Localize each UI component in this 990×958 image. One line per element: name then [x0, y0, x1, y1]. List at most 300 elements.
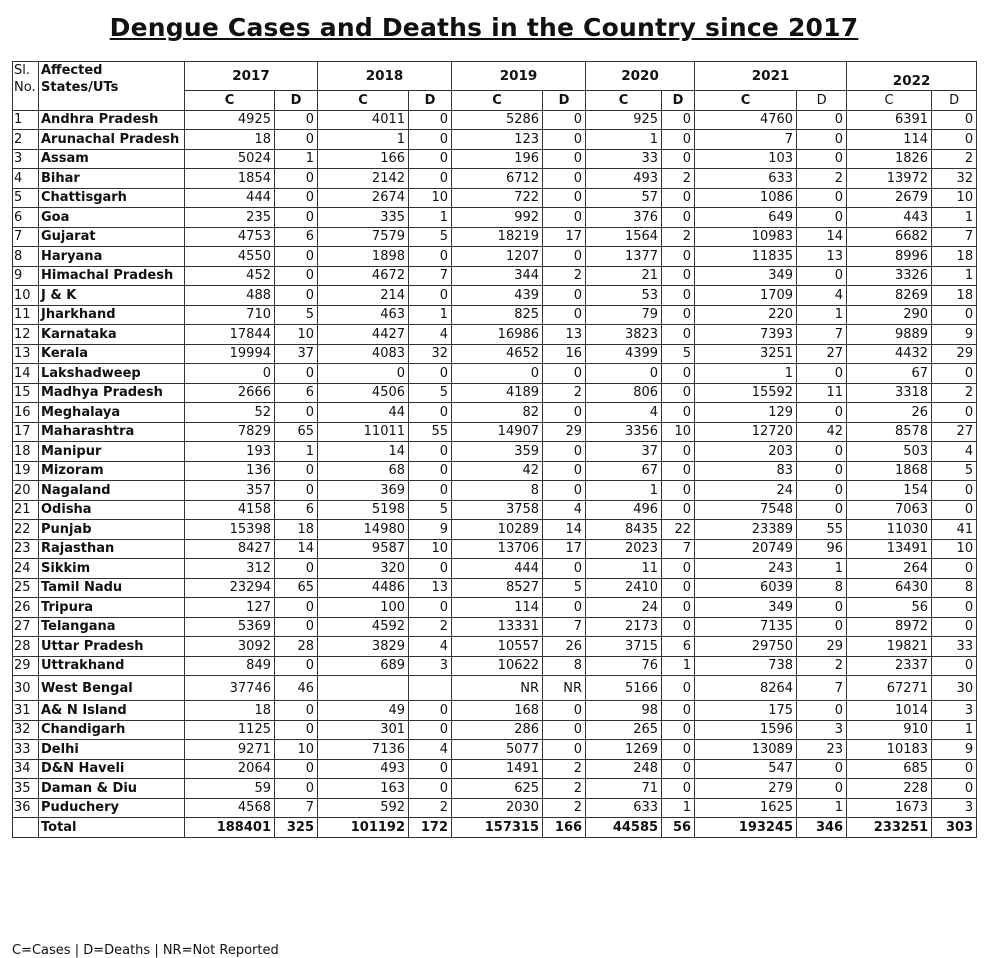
cases-cell: 4427: [318, 325, 409, 345]
deaths-cell: 9: [932, 740, 977, 760]
row-state-name: Kerala: [39, 344, 185, 364]
deaths-cell: 0: [275, 701, 318, 721]
cases-cell: 7579: [318, 227, 409, 247]
cases-cell: 9271: [185, 740, 275, 760]
row-sl-no: 36: [13, 798, 39, 818]
row-sl-no: 13: [13, 344, 39, 364]
cases-cell: 4189: [452, 383, 543, 403]
cases-cell: 1491: [452, 759, 543, 779]
cases-cell: 10183: [847, 740, 932, 760]
cases-cell: 2666: [185, 383, 275, 403]
cases-cell: 7: [695, 130, 797, 150]
cases-cell: 1625: [695, 798, 797, 818]
cases-cell: 196: [452, 149, 543, 169]
deaths-cell: 2: [543, 266, 586, 286]
deaths-cell: 9: [932, 325, 977, 345]
cases-cell: 49: [318, 701, 409, 721]
cases-cell: 7136: [318, 740, 409, 760]
deaths-cell: 4: [409, 740, 452, 760]
cases-cell: 689: [318, 656, 409, 676]
cases-cell: 13089: [695, 740, 797, 760]
deaths-cell: 0: [662, 442, 695, 462]
cases-cell: 3829: [318, 637, 409, 657]
cases-cell: 114: [847, 130, 932, 150]
deaths-cell: 0: [275, 481, 318, 501]
cases-cell: 503: [847, 442, 932, 462]
cases-cell: 193: [185, 442, 275, 462]
row-sl-no: 29: [13, 656, 39, 676]
cases-cell: 3326: [847, 266, 932, 286]
cases-cell: 163: [318, 779, 409, 799]
row-state-name: Telangana: [39, 617, 185, 637]
deaths-cell: 0: [543, 188, 586, 208]
cases-cell: 1898: [318, 247, 409, 267]
table-row: [13, 325, 977, 345]
row-state-name: Tamil Nadu: [39, 578, 185, 598]
row-state-name: Bihar: [39, 169, 185, 189]
deaths-cell: 1: [409, 305, 452, 325]
deaths-cell: 0: [932, 779, 977, 799]
cases-cell: 547: [695, 759, 797, 779]
row-sl-no: 7: [13, 227, 39, 247]
deaths-header: D: [932, 91, 977, 111]
cases-cell: 0: [586, 364, 662, 384]
row-sl-no: 11: [13, 305, 39, 325]
deaths-cell: 8: [932, 578, 977, 598]
cases-cell: 8269: [847, 286, 932, 306]
table-row: [13, 637, 977, 657]
table-row: [13, 759, 977, 779]
deaths-cell: 0: [409, 559, 452, 579]
deaths-cell: 0: [275, 617, 318, 637]
cases-cell: 1: [695, 364, 797, 384]
table-row: [13, 701, 977, 721]
cases-cell: 4486: [318, 578, 409, 598]
cases-cell: 42: [452, 461, 543, 481]
cases-cell: 3715: [586, 637, 662, 657]
cases-cell: 175: [695, 701, 797, 721]
deaths-cell: 32: [409, 344, 452, 364]
cases-cell: 444: [185, 188, 275, 208]
cases-cell: 82: [452, 403, 543, 423]
cases-cell: 16986: [452, 325, 543, 345]
row-state-name: Chattisgarh: [39, 188, 185, 208]
cases-cell: 806: [586, 383, 662, 403]
deaths-cell: 0: [543, 598, 586, 618]
cases-cell: 2142: [318, 169, 409, 189]
deaths-cell: 6: [275, 227, 318, 247]
deaths-cell: 7: [797, 325, 847, 345]
deaths-cell: 0: [797, 442, 847, 462]
deaths-cell: 42: [797, 422, 847, 442]
table-row: [13, 403, 977, 423]
cases-cell: 279: [695, 779, 797, 799]
deaths-cell: 0: [932, 500, 977, 520]
row-state-name: Andhra Pradesh: [39, 110, 185, 130]
cases-cell: 18: [185, 130, 275, 150]
cases-cell: 4: [586, 403, 662, 423]
row-sl-no: 16: [13, 403, 39, 423]
deaths-cell: 0: [543, 403, 586, 423]
deaths-cell: 11: [797, 383, 847, 403]
deaths-cell: 0: [797, 130, 847, 150]
cases-cell: 7829: [185, 422, 275, 442]
deaths-cell: 0: [797, 481, 847, 501]
deaths-cell: 30: [932, 676, 977, 701]
cases-cell: 4753: [185, 227, 275, 247]
cases-cell: 154: [847, 481, 932, 501]
deaths-cell: 2: [797, 169, 847, 189]
row-state-name: Arunachal Pradesh: [39, 130, 185, 150]
year-header-2018: 2018: [318, 62, 452, 91]
cases-cell: 1709: [695, 286, 797, 306]
cases-cell: 13706: [452, 539, 543, 559]
deaths-cell: 17: [543, 227, 586, 247]
cases-cell: 83: [695, 461, 797, 481]
deaths-cell: 1: [797, 559, 847, 579]
cases-cell: 349: [695, 266, 797, 286]
deaths-cell: 0: [409, 149, 452, 169]
row-sl-no: 23: [13, 539, 39, 559]
cases-cell: 9889: [847, 325, 932, 345]
deaths-cell: 0: [543, 701, 586, 721]
deaths-cell: 4: [409, 637, 452, 657]
table-row: [13, 266, 977, 286]
cases-cell: 166: [318, 149, 409, 169]
cases-cell: 301: [318, 720, 409, 740]
total-deaths-cell: 56: [662, 818, 695, 838]
page-title: Dengue Cases and Deaths in the Country since 2017: [109, 13, 859, 42]
deaths-cell: 0: [932, 759, 977, 779]
cases-cell: 493: [318, 759, 409, 779]
cases-cell: 17844: [185, 325, 275, 345]
cases-cell: 13972: [847, 169, 932, 189]
cases-cell: 444: [452, 559, 543, 579]
deaths-cell: 5: [275, 305, 318, 325]
deaths-cell: 0: [932, 110, 977, 130]
cases-cell: 7548: [695, 500, 797, 520]
total-row: [13, 818, 977, 838]
cases-cell: 1: [586, 130, 662, 150]
cases-cell: 5286: [452, 110, 543, 130]
deaths-cell: 29: [543, 422, 586, 442]
row-state-name: Sikkim: [39, 559, 185, 579]
cases-cell: 376: [586, 208, 662, 228]
deaths-cell: 0: [543, 740, 586, 760]
row-state-name: Assam: [39, 149, 185, 169]
cases-cell: 8427: [185, 539, 275, 559]
cases-cell: 290: [847, 305, 932, 325]
deaths-cell: 1: [932, 266, 977, 286]
deaths-cell: 10: [409, 188, 452, 208]
deaths-cell: 0: [409, 481, 452, 501]
cases-cell: 1377: [586, 247, 662, 267]
deaths-cell: [409, 676, 452, 701]
cases-cell: [318, 676, 409, 701]
deaths-cell: 55: [797, 520, 847, 540]
table-row: [13, 422, 977, 442]
cases-cell: 463: [318, 305, 409, 325]
cases-cell: 68: [318, 461, 409, 481]
deaths-cell: 0: [932, 481, 977, 501]
cases-cell: 7135: [695, 617, 797, 637]
deaths-cell: 0: [662, 461, 695, 481]
table-row: [13, 676, 977, 701]
cases-cell: 443: [847, 208, 932, 228]
row-sl-no: 6: [13, 208, 39, 228]
cases-cell: 19821: [847, 637, 932, 657]
cases-cell: 6430: [847, 578, 932, 598]
deaths-cell: 0: [275, 720, 318, 740]
cases-cell: 9587: [318, 539, 409, 559]
cases-cell: 3251: [695, 344, 797, 364]
deaths-cell: 0: [543, 461, 586, 481]
deaths-cell: 0: [797, 364, 847, 384]
cases-cell: 2410: [586, 578, 662, 598]
deaths-cell: 29: [797, 637, 847, 657]
deaths-cell: 0: [797, 759, 847, 779]
cases-cell: 1854: [185, 169, 275, 189]
deaths-cell: 0: [662, 188, 695, 208]
year-header-2021: 2021: [695, 62, 847, 91]
year-header-2017: 2017: [185, 62, 318, 91]
cases-cell: 67: [586, 461, 662, 481]
cases-cell: 8578: [847, 422, 932, 442]
deaths-cell: 3: [932, 798, 977, 818]
cases-cell: 2030: [452, 798, 543, 818]
row-state-name: Chandigarh: [39, 720, 185, 740]
deaths-cell: 0: [275, 286, 318, 306]
cases-cell: 15398: [185, 520, 275, 540]
cases-cell: 6039: [695, 578, 797, 598]
deaths-cell: 0: [932, 130, 977, 150]
year-header-2019: 2019: [452, 62, 586, 91]
cases-cell: 13491: [847, 539, 932, 559]
deaths-cell: 1: [932, 208, 977, 228]
table-row: [13, 247, 977, 267]
deaths-cell: 0: [662, 110, 695, 130]
cases-cell: 7393: [695, 325, 797, 345]
row-sl-no: 33: [13, 740, 39, 760]
cases-cell: 6391: [847, 110, 932, 130]
deaths-cell: 2: [543, 779, 586, 799]
cases-cell: 1596: [695, 720, 797, 740]
deaths-cell: 7: [662, 539, 695, 559]
total-cases-cell: 44585: [586, 818, 662, 838]
table-row: [13, 720, 977, 740]
cases-cell: 925: [586, 110, 662, 130]
deaths-cell: 0: [662, 266, 695, 286]
deaths-cell: 0: [275, 110, 318, 130]
cases-cell: 849: [185, 656, 275, 676]
total-sl-blank: [13, 818, 39, 838]
cases-cell: 1014: [847, 701, 932, 721]
row-sl-no: 1: [13, 110, 39, 130]
cases-cell: 8435: [586, 520, 662, 540]
deaths-cell: 0: [275, 188, 318, 208]
deaths-cell: 96: [797, 539, 847, 559]
cases-cell: 2173: [586, 617, 662, 637]
cases-cell: 14: [318, 442, 409, 462]
row-state-name: Meghalaya: [39, 403, 185, 423]
cases-cell: 19994: [185, 344, 275, 364]
deaths-cell: 0: [797, 461, 847, 481]
deaths-cell: 2: [409, 798, 452, 818]
cases-cell: 67: [847, 364, 932, 384]
deaths-cell: 0: [409, 701, 452, 721]
table-row: [13, 500, 977, 520]
cases-cell: 685: [847, 759, 932, 779]
row-sl-no: 28: [13, 637, 39, 657]
cases-cell: 4399: [586, 344, 662, 364]
row-sl-no: 26: [13, 598, 39, 618]
deaths-cell: 0: [932, 656, 977, 676]
cases-cell: 67271: [847, 676, 932, 701]
deaths-cell: 0: [409, 720, 452, 740]
cases-cell: 103: [695, 149, 797, 169]
deaths-cell: 0: [662, 403, 695, 423]
deaths-cell: 2: [932, 149, 977, 169]
deaths-cell: 37: [275, 344, 318, 364]
table-row: [13, 779, 977, 799]
deaths-cell: 5: [409, 383, 452, 403]
deaths-cell: 4: [932, 442, 977, 462]
cases-cell: NR: [452, 676, 543, 701]
deaths-cell: 0: [543, 481, 586, 501]
deaths-cell: 10: [662, 422, 695, 442]
deaths-cell: 14: [797, 227, 847, 247]
cases-cell: 11030: [847, 520, 932, 540]
deaths-cell: 0: [543, 364, 586, 384]
cases-cell: 710: [185, 305, 275, 325]
row-sl-no: 21: [13, 500, 39, 520]
deaths-cell: 0: [932, 305, 977, 325]
row-sl-no: 19: [13, 461, 39, 481]
deaths-cell: 0: [409, 286, 452, 306]
deaths-cell: 18: [275, 520, 318, 540]
deaths-cell: 65: [275, 578, 318, 598]
deaths-cell: 10: [275, 740, 318, 760]
deaths-cell: 3: [409, 656, 452, 676]
deaths-cell: 17: [543, 539, 586, 559]
cases-cell: 369: [318, 481, 409, 501]
cases-cell: 8996: [847, 247, 932, 267]
row-sl-no: 32: [13, 720, 39, 740]
deaths-cell: 0: [543, 442, 586, 462]
cases-cell: 14980: [318, 520, 409, 540]
cases-cell: 10983: [695, 227, 797, 247]
cases-cell: 1086: [695, 188, 797, 208]
deaths-cell: 2: [797, 656, 847, 676]
cases-cell: 0: [452, 364, 543, 384]
cases-cell: 633: [586, 798, 662, 818]
cases-cell: 56: [847, 598, 932, 618]
deaths-header: D: [797, 91, 847, 111]
deaths-cell: 2: [662, 169, 695, 189]
cases-cell: 357: [185, 481, 275, 501]
deaths-cell: 1: [275, 149, 318, 169]
deaths-cell: 0: [662, 500, 695, 520]
cases-cell: 4432: [847, 344, 932, 364]
deaths-cell: 0: [797, 110, 847, 130]
cases-cell: 1269: [586, 740, 662, 760]
deaths-cell: 14: [543, 520, 586, 540]
deaths-cell: 1: [797, 305, 847, 325]
deaths-cell: 10: [275, 325, 318, 345]
deaths-cell: 0: [662, 130, 695, 150]
deaths-cell: 0: [662, 325, 695, 345]
cases-cell: 52: [185, 403, 275, 423]
cases-cell: 0: [318, 364, 409, 384]
deaths-cell: 10: [932, 188, 977, 208]
cases-cell: 59: [185, 779, 275, 799]
dengue-table: [12, 61, 977, 838]
cases-cell: 10289: [452, 520, 543, 540]
row-state-name: Goa: [39, 208, 185, 228]
cases-header: C: [452, 91, 543, 111]
cases-cell: 37746: [185, 676, 275, 701]
table-row: [13, 305, 977, 325]
cases-cell: 12720: [695, 422, 797, 442]
row-state-name: J & K: [39, 286, 185, 306]
row-state-name: Manipur: [39, 442, 185, 462]
cases-cell: 5077: [452, 740, 543, 760]
row-state-name: Punjab: [39, 520, 185, 540]
deaths-cell: 0: [662, 598, 695, 618]
cases-cell: 625: [452, 779, 543, 799]
row-sl-no: 5: [13, 188, 39, 208]
deaths-cell: 0: [932, 559, 977, 579]
cases-cell: 1: [318, 130, 409, 150]
cases-header: C: [695, 91, 797, 111]
cases-cell: 98: [586, 701, 662, 721]
cases-cell: 15592: [695, 383, 797, 403]
row-state-name: Haryana: [39, 247, 185, 267]
cases-cell: 53: [586, 286, 662, 306]
cases-cell: 71: [586, 779, 662, 799]
cases-cell: 1868: [847, 461, 932, 481]
cases-cell: 21: [586, 266, 662, 286]
deaths-cell: 6: [275, 500, 318, 520]
deaths-cell: 0: [409, 364, 452, 384]
total-cases-cell: 233251: [847, 818, 932, 838]
deaths-cell: 22: [662, 520, 695, 540]
cases-cell: 4011: [318, 110, 409, 130]
deaths-header: D: [275, 91, 318, 111]
row-sl-no: 17: [13, 422, 39, 442]
cases-cell: 359: [452, 442, 543, 462]
total-cases-cell: 193245: [695, 818, 797, 838]
deaths-cell: 6: [662, 637, 695, 657]
deaths-cell: 0: [409, 130, 452, 150]
deaths-cell: 0: [275, 559, 318, 579]
table-row: [13, 344, 977, 364]
deaths-cell: 0: [662, 779, 695, 799]
deaths-cell: 7: [543, 617, 586, 637]
states-header: Affected States/UTs: [39, 62, 185, 111]
row-state-name: Maharashtra: [39, 422, 185, 442]
cases-cell: 129: [695, 403, 797, 423]
row-state-name: Tripura: [39, 598, 185, 618]
cases-header: C: [318, 91, 409, 111]
sl-no-header: Sl. No.: [13, 62, 39, 111]
deaths-cell: 0: [409, 442, 452, 462]
row-state-name: West Bengal: [39, 676, 185, 701]
row-state-name: Lakshadweep: [39, 364, 185, 384]
row-sl-no: 27: [13, 617, 39, 637]
cases-cell: 452: [185, 266, 275, 286]
deaths-cell: 4: [409, 325, 452, 345]
